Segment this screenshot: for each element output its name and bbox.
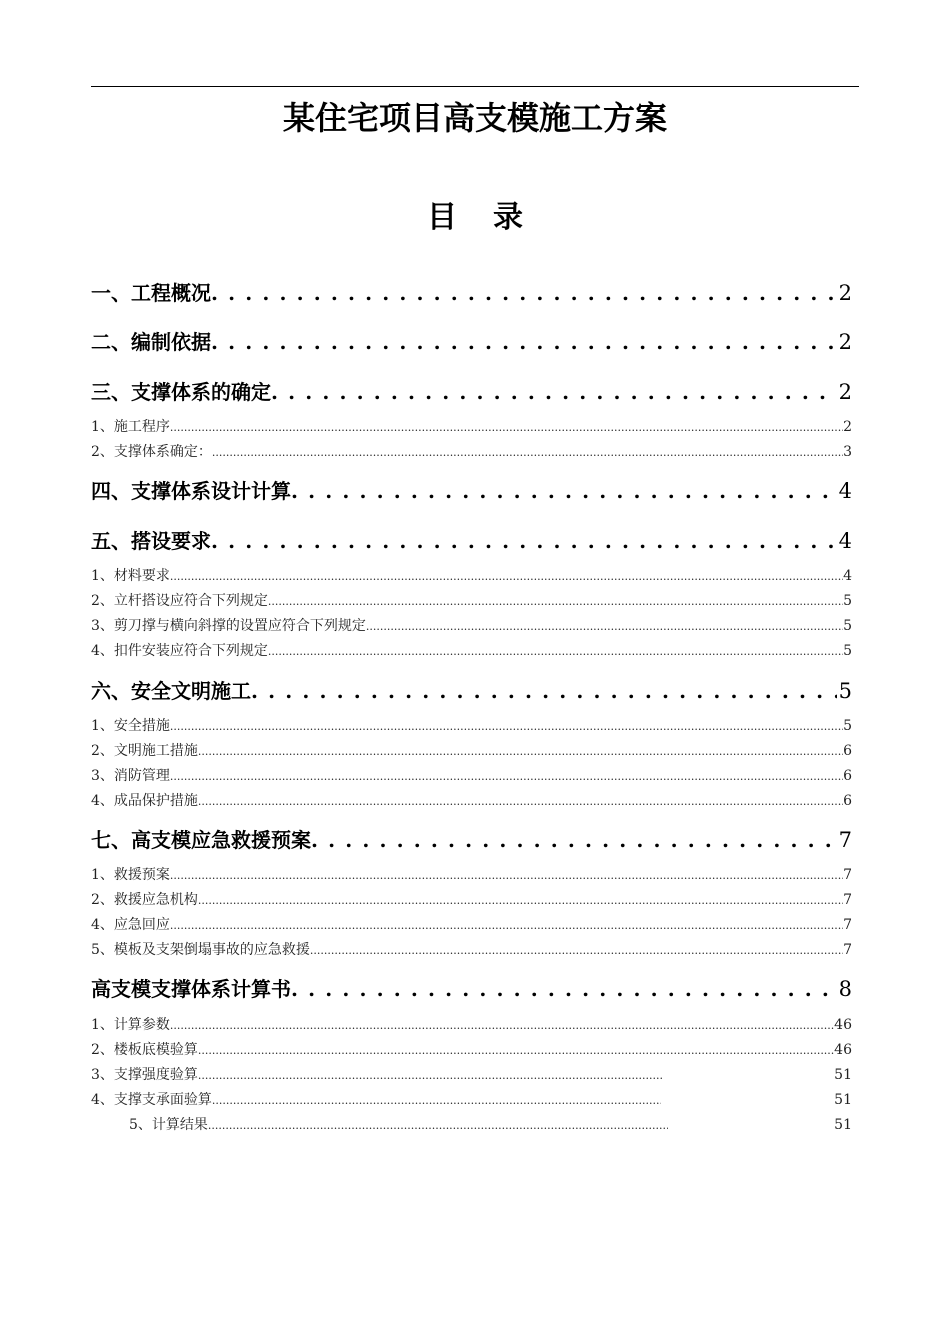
dot-leader [198,791,843,813]
toc-entry-label: 1、计算参数 [91,1017,170,1033]
dot-leader [366,616,843,638]
toc-entry-subsection[interactable] [91,1014,852,1036]
toc-entry-label: 三、支撑体系的确定 [91,380,271,404]
dot-leader [170,766,843,788]
dot-leader [208,1115,668,1137]
toc-entry-page: 5 [843,618,852,634]
toc-heading [0,196,950,240]
toc-entry-subsection[interactable] [91,640,852,662]
dot-leader [170,915,843,937]
toc-entry-page: 5 [843,593,852,609]
toc-entry-section-4[interactable] [91,476,852,506]
toc-entry-page: 2 [843,419,852,435]
dot-leader [271,377,837,407]
toc-entry-page: 5 [838,679,852,703]
toc-entry-label: 4、扣件安装应符合下列规定 [91,643,268,659]
toc-entry-subsection[interactable] [91,864,852,886]
toc-entry-label: 3、消防管理 [91,768,170,784]
toc-entry-label: 高支模支撑体系计算书 [91,977,291,1001]
toc-entry-label: 四、支撑体系设计计算 [91,479,291,503]
toc-entry-page: 5 [843,643,852,659]
toc-entry-page: 7 [843,867,852,883]
dot-leader [212,1090,661,1112]
toc-entry-subsection[interactable] [91,790,852,812]
toc-entry-subsection[interactable] [91,889,852,911]
toc-entry-label: 1、安全措施 [91,718,170,734]
toc-entry-label: 3、剪刀撑与横向斜撑的设置应符合下列规定 [91,618,366,634]
toc-entry-page: 46 [834,1017,852,1033]
toc-entry-label: 2、救援应急机构 [91,892,198,908]
toc-entry-label: 1、救援预案 [91,867,170,883]
toc-entry-subsection[interactable] [91,1114,852,1136]
toc-entry-label: 1、施工程序 [91,419,170,435]
toc-entry-subsection[interactable] [91,416,852,438]
toc-entry-label: 4、支撑支承面验算 [91,1092,212,1108]
dot-leader [291,476,837,506]
toc-entry-page: 5 [843,718,852,734]
toc-entry-subsection[interactable] [91,1064,852,1086]
toc-entry-subsection[interactable] [91,914,852,936]
dot-leader [211,327,837,357]
toc-entry-subsection[interactable] [91,441,852,463]
toc-entry-subsection[interactable] [91,590,852,612]
dot-leader [212,442,843,464]
header-rule [91,86,859,87]
toc-entry-page: 51 [834,1067,852,1083]
dot-leader [198,1065,664,1087]
toc-entry-page: 3 [843,444,852,460]
dot-leader [170,716,843,738]
toc-entry-page: 6 [843,743,852,759]
dot-leader [211,526,837,556]
toc-entry-label: 2、支撑体系确定： [91,444,212,460]
toc-entry-page: 2 [838,380,852,404]
toc-entry-label: 2、文明施工措施 [91,743,198,759]
toc-heading-char: 录 [493,200,523,235]
toc-entry-page: 7 [843,942,852,958]
toc-entry-label: 4、应急回应 [91,917,170,933]
toc-entry-page: 51 [834,1117,852,1133]
toc-entry-label: 七、高支模应急救援预案 [91,828,311,852]
dot-leader [268,641,843,663]
dot-leader [211,278,837,308]
toc-entry-label: 3、支撑强度验算 [91,1067,198,1083]
toc-entry-calculation-book[interactable] [91,974,852,1004]
toc-entry-subsection[interactable] [91,565,852,587]
toc-entry-page: 4 [843,568,852,584]
toc-entry-subsection[interactable] [91,615,852,637]
toc-entry-page: 51 [834,1092,852,1108]
toc-entry-section-3[interactable] [91,377,852,407]
toc-entry-label: 五、搭设要求 [91,529,211,553]
dot-leader [291,974,837,1004]
toc-entry-page: 6 [843,768,852,784]
toc-entry-subsection[interactable] [91,1039,852,1061]
dot-leader [198,890,843,912]
toc-entry-page: 6 [843,793,852,809]
dot-leader [268,591,843,613]
toc-entry-page: 2 [838,281,852,305]
toc-heading-char: 目 [427,200,457,235]
toc-entry-subsection[interactable] [91,715,852,737]
dot-leader [198,1040,834,1062]
dot-leader [310,940,843,962]
dot-leader [170,865,843,887]
toc-entry-page: 4 [838,529,852,553]
toc-entry-page: 7 [838,828,852,852]
toc-entry-label: 一、工程概况 [91,281,211,305]
toc-entry-label: 5、模板及支架倒塌事故的应急救援 [91,942,310,958]
dot-leader [170,417,843,439]
toc-entry-label: 2、立杆搭设应符合下列规定 [91,593,268,609]
toc-entry-page: 8 [838,977,852,1001]
document-title: 某住宅项目高支模施工方案 [282,99,667,137]
toc-entry-label: 六、安全文明施工 [91,679,251,703]
dot-leader [170,1015,834,1037]
toc-entry-label: 5、计算结果 [129,1117,208,1133]
toc-entry-page: 46 [834,1042,852,1058]
toc-entry-subsection[interactable] [91,939,852,961]
toc-entry-section-6[interactable] [91,676,852,706]
dot-leader [170,566,843,588]
toc-entry-subsection[interactable] [91,1089,852,1111]
toc-entry-page: 4 [838,479,852,503]
toc-entry-page: 7 [843,917,852,933]
toc-entry-label: 1、材料要求 [91,568,170,584]
toc-entry-label: 4、成品保护措施 [91,793,198,809]
toc-entry-section-5[interactable] [91,526,852,556]
toc-entry-section-1[interactable] [91,278,852,308]
toc-entry-section-2[interactable] [91,327,852,357]
dot-leader [251,676,837,706]
toc-entry-page: 2 [838,330,852,354]
dot-leader [198,741,843,763]
toc-entry-subsection[interactable] [91,765,852,787]
toc-entry-page: 7 [843,892,852,908]
toc-entry-label: 2、楼板底模验算 [91,1042,198,1058]
toc-entry-subsection[interactable] [91,740,852,762]
toc-entry-label: 二、编制依据 [91,330,211,354]
dot-leader [311,825,837,855]
toc-entry-section-7[interactable] [91,825,852,855]
